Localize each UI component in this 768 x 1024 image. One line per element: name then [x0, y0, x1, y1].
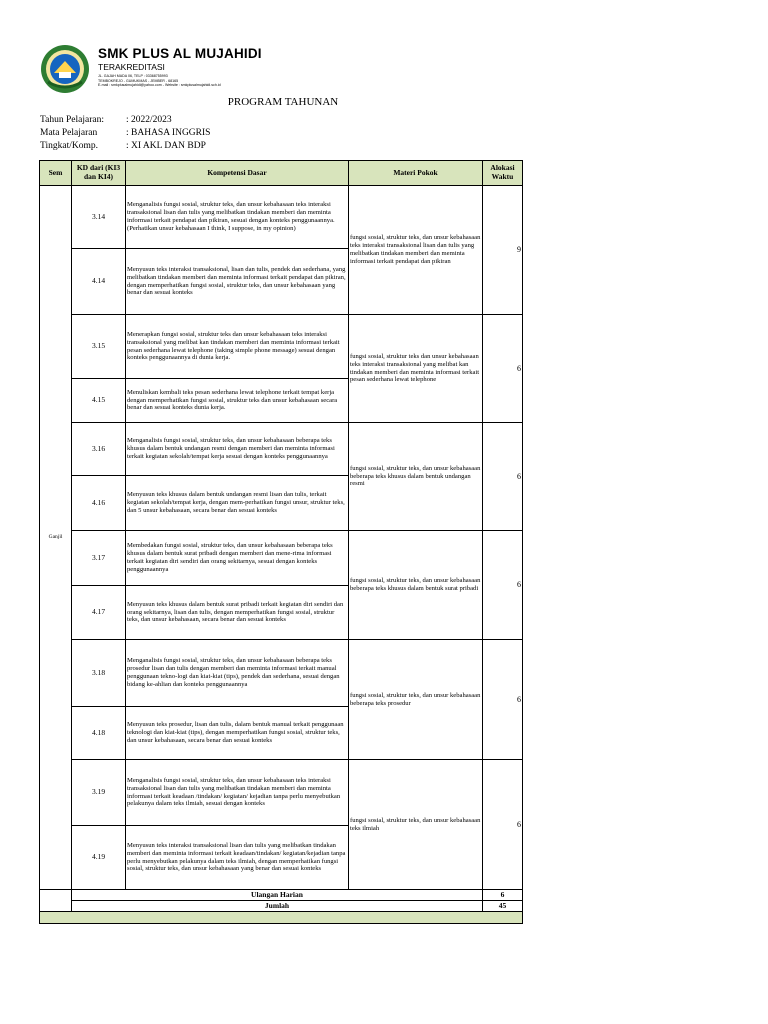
- table-header-row: [40, 161, 523, 186]
- program-tahunan-table: [39, 160, 523, 924]
- semester-cell: Ganjil: [40, 186, 72, 890]
- table-row: [40, 315, 523, 379]
- ulangan-harian-row: [40, 890, 523, 901]
- kd-code: 4.19: [72, 826, 126, 890]
- tingkat-label: Tingkat/Komp.: [40, 141, 98, 151]
- mapel-value: : BAHASA INGGRIS: [126, 128, 211, 138]
- mata-pelajaran: [40, 128, 210, 138]
- table-row: [40, 531, 523, 586]
- kompetensi-dasar: Menganalisis fungsi sosial, struktur teks, dan unsur kebahasaan beberapa teks prosedur lisan dan tulis dengan memberi dan meminta informasi terkait manual penggunaan tekno-logi dan kiat-kiat (tips), pendek dan sederhana, sesuai dengan bidang ke-ahlian dan konteks penggunaannya: [126, 640, 349, 707]
- page-title: PROGRAM TAHUNAN: [227, 96, 339, 108]
- ulangan-harian-label: Ulangan Harian: [72, 890, 483, 901]
- kompetensi-dasar: Menyusun teks khusus dalam bentuk surat pribadi terkait kegiatan diri sendiri dan orang sekitarnya, lisan dan tulis, dengan memperhatikan fungsi sosial, struktur teks, dan unsur kebahasaan, secara benar dan sesuai konteks: [126, 586, 349, 640]
- kd-code: 3.15: [72, 315, 126, 379]
- accreditation-status: TERAKREDITASI: [98, 62, 165, 72]
- kd-code: 3.19: [72, 760, 126, 826]
- footer-band: [40, 912, 523, 924]
- table-row: [40, 186, 523, 249]
- alokasi-waktu: 6: [483, 640, 523, 760]
- kompetensi-dasar: Menerapkan fungsi sosial, struktur teks dan unsur kebahasaan teks interaksi transaksional yang melibat kan tindakan memberi dan meminta informasi terkait pesan sederhana lewat telephone (taking simple phone message) sesuai dengan konteks penggunaannya di dunia kerja.: [126, 315, 349, 379]
- kompetensi-dasar: Menyusun teks interaksi transaksional, lisan dan tulis, pendek dan sederhana, yang melibatkan tindakan memberi dan meminta informasi terkait pendapat dan pikiran, dengan memperhatikan fungsi sosial, struktur teks, dan unsur kebahasaan yang benar dan sesuai konteks: [126, 249, 349, 315]
- alokasi-waktu: 9: [483, 186, 523, 315]
- tingkat-value: : XI AKL DAN BDP: [126, 141, 206, 151]
- kompetensi-dasar: Membedakan fungsi sosial, struktur teks, dan unsur kebahasaan beberapa teks khusus dalam bentuk surat pribadi dengan memberi dan mene-rima informasi terkait kegiatan diri sendiri dan orang sekitarnya, sesuai dengan konteks penggunaannya: [126, 531, 349, 586]
- alokasi-waktu: 6: [483, 423, 523, 531]
- tingkat-komp: [40, 141, 206, 151]
- kompetensi-dasar: Menuliskan kembali teks pesan sederhana lewat telephone terkait tempat kerja dengan memperhatikan fungsi sosial, struktur teks dan unsur kebahasaan secara benar dan sesuai konteks dunia kerja.: [126, 379, 349, 423]
- header-alokasi: Alokasi Waktu: [483, 161, 523, 186]
- header-materi: Materi Pokok: [349, 161, 483, 186]
- header-kompetensi: Kompetensi Dasar: [126, 161, 349, 186]
- materi-pokok: fungsi sosial, struktur teks dan unsur kebahasaan teks interaksi transaksional yang melibat kan tindakan memberi dan meminta informasi terkait pesan sederhana lewat telephone: [349, 315, 483, 423]
- kd-code: 4.16: [72, 476, 126, 531]
- alokasi-waktu: 6: [483, 315, 523, 423]
- jumlah-row: [40, 901, 523, 912]
- address-line: JL. GAJAH MADA 06, TELP : 03368755993: [98, 74, 168, 78]
- address-line: TEMBOKREJO - GUMUKMAS - JEMBER - 68165: [98, 78, 179, 83]
- materi-pokok: fungsi sosial, struktur teks, dan unsur kebahasaan beberapa teks prosedur: [349, 640, 483, 760]
- materi-pokok: fungsi sosial, struktur teks, dan unsur kebahasaan teks ilmiah: [349, 760, 483, 890]
- kompetensi-dasar: Menyusun teks prosedur, lisan dan tulis, dalam bentuk manual terkait penggunaan teknologi dan kiat-kiat (tips), dengan memperhatikan fungsi sosial, struktur teks, dan unsur kebahasaan, secara benar dan sesuai konteks: [126, 707, 349, 760]
- alokasi-waktu: 6: [483, 531, 523, 640]
- kompetensi-dasar: Menganalisis fungsi sosial, struktur teks, dan unsur kebahasaan beberapa teks khusus dalam bentuk undangan resmi dengan memberi dan meminta informasi terkait kegiatan sekolah/tempat kerja sesuai dengan konteks penggunaannya: [126, 423, 349, 476]
- tahun-value: : 2022/2023: [126, 115, 172, 125]
- kd-code: 4.15: [72, 379, 126, 423]
- kompetensi-dasar: Menganalisis fungsi sosial, struktur teks, dan unsur kebahasaan teks interaksi transaksional lisan dan tulis yang melibatkan tindakan memberi dan meminta informasi terkait keadaan /tindakan/ kegiatan/ kejadian tanpa perlu menyebutkan pelakunya dalam teks ilmiah, sesuai dengan konteks: [126, 760, 349, 826]
- ulangan-harian-value: 6: [483, 890, 523, 901]
- table-row: [40, 640, 523, 707]
- kd-code: 3.16: [72, 423, 126, 476]
- table-row: [40, 423, 523, 476]
- kd-code: 3.18: [72, 640, 126, 707]
- kd-code: 3.14: [72, 186, 126, 249]
- school-header: [40, 44, 520, 94]
- school-logo-icon: [40, 44, 90, 94]
- mapel-label: Mata Pelajaran: [40, 128, 98, 138]
- kd-code: 4.14: [72, 249, 126, 315]
- school-name: SMK PLUS AL MUJAHIDI: [98, 46, 262, 61]
- tahun-pelajaran: [40, 115, 172, 125]
- materi-pokok: fungsi sosial, struktur teks, dan unsur kebahasaan beberapa teks khusus dalam bentuk undangan resmi: [349, 423, 483, 531]
- kd-code: 4.18: [72, 707, 126, 760]
- materi-pokok: fungsi sosial, struktur teks, dan unsur kebahasaan teks interaksi transaksional lisan dan tulis yang melibatkan tindakan memberi dan meminta informasi terkait pendapat dan pikiran: [349, 186, 483, 315]
- jumlah-value: 45: [483, 901, 523, 912]
- header-sem: Sem: [40, 161, 72, 186]
- alokasi-waktu: 6: [483, 760, 523, 890]
- kompetensi-dasar: Menganalisis fungsi sosial, struktur teks, dan unsur kebahasaan teks interaksi transaksional lisan dan tulis yang melibatkan tindakan memberi dan meminta informasi terkait pendapat dan pikiran, sesuai dengan konteks penggunaannya. (Perhatikan unsur kebahasaan I think, I suppose, in my opinion): [126, 186, 349, 249]
- kompetensi-dasar: Menyusun teks interaksi transaksional lisan dan tulis yang melibatkan tindakan memberi dan meminta informasi terkait keadaan/tindakan/ kegiatan/kejadian tanpa perlu menyebutkan pelakunya dalam teks ilmiah, dengan memperhatikan fungsi sosial, struktur teks, dan unsur kebahasaan yang benar dan sesuai konteks: [126, 826, 349, 890]
- kd-code: 4.17: [72, 586, 126, 640]
- table-row: [40, 760, 523, 826]
- kompetensi-dasar: Menyusun teks khusus dalam bentuk undangan resmi lisan dan tulis, terkait kegiatan sekolah/tempat kerja, dengan mem-perhatikan fungsi unsur, struktur teks, dan 5 unsur kebahasaan, secara benar dan sesuai konteks: [126, 476, 349, 531]
- tahun-label: Tahun Pelajaran:: [40, 115, 104, 125]
- materi-pokok: fungsi sosial, struktur teks, dan unsur kebahasaan beberapa teks khusus dalam bentuk surat pribadi: [349, 531, 483, 640]
- jumlah-label: Jumlah: [72, 901, 483, 912]
- kd-code: 3.17: [72, 531, 126, 586]
- contact-line: E-mail : smkplusalmujahidi@yahoo.com - Website : smkplusalmujahidi.sch.id: [98, 83, 221, 87]
- header-kd: KD dari (KI3 dan KI4): [72, 161, 126, 186]
